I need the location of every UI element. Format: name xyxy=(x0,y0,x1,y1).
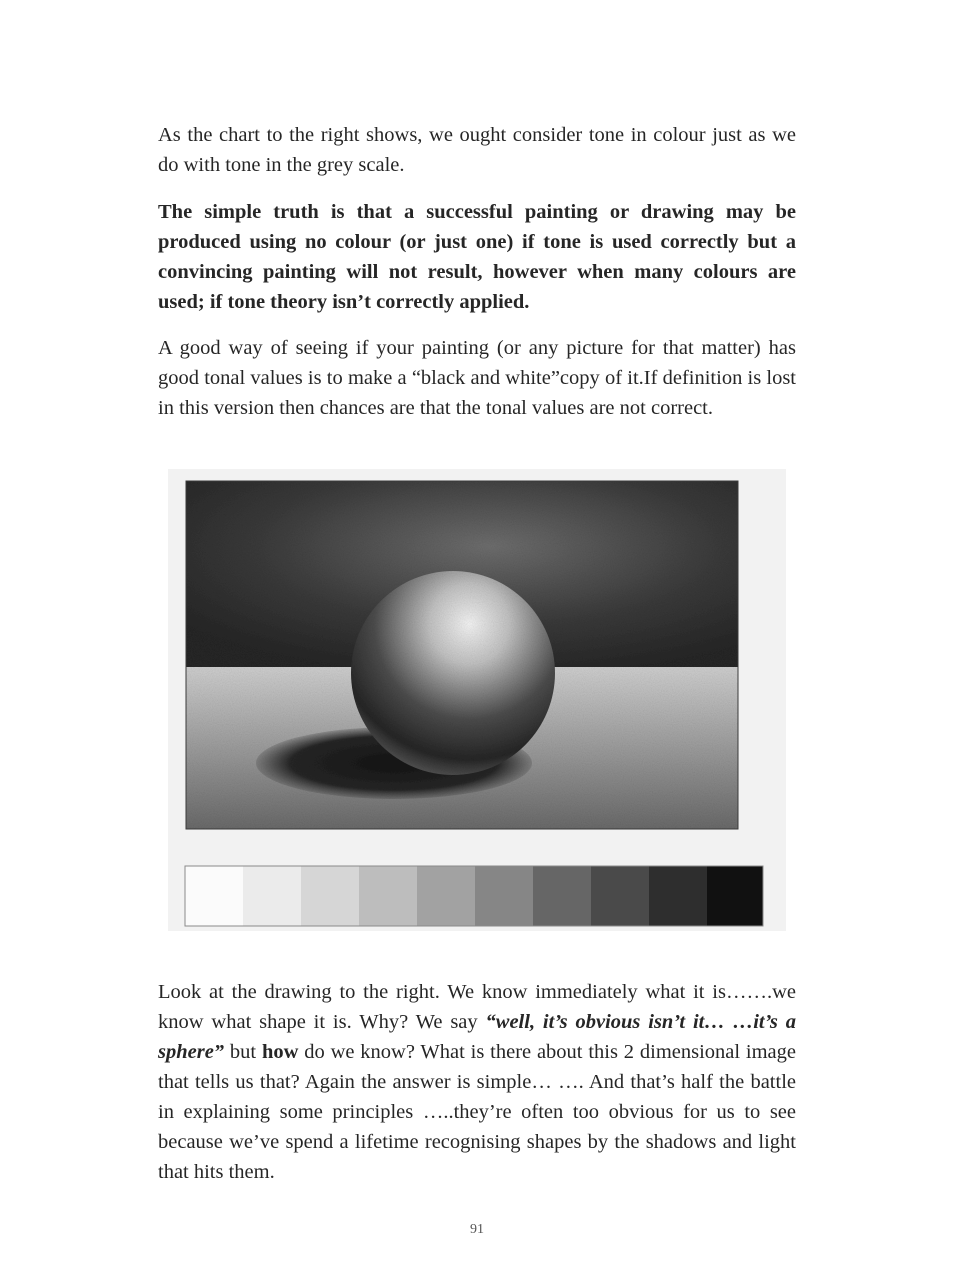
grey-swatch-10 xyxy=(707,866,763,926)
sphere-drawing-illustration xyxy=(168,469,786,931)
paragraph-part-c: but xyxy=(224,1041,262,1063)
grey-swatch-8 xyxy=(591,866,649,926)
grey-swatch-6 xyxy=(475,866,533,926)
shaded-sphere xyxy=(351,571,555,775)
grey-swatch-2 xyxy=(243,866,301,926)
paragraph-intro: As the chart to the right shows, we ought consider tone in colour just as we do with tone in the grey scale. xyxy=(158,124,796,176)
grey-swatch-9 xyxy=(649,866,707,926)
paragraph-sphere-question xyxy=(158,977,796,1187)
grey-swatch-3 xyxy=(301,866,359,926)
paragraph-black-white-copy: A good way of seeing if your painting (or any picture for that matter) has good tonal values is to make a “black and white”copy of it.If definition is lost in this version then chances are that the tonal values are not correct. xyxy=(158,337,796,419)
grey-swatch-4 xyxy=(359,866,417,926)
grey-scale-bar xyxy=(185,866,763,926)
grey-swatch-1 xyxy=(185,866,243,926)
quote-its-a-sphere: “well, it’s obvious isn’t it… …it’s a sphere” xyxy=(158,1011,797,1063)
grey-swatch-7 xyxy=(533,866,591,926)
emphasis-how: how xyxy=(261,1041,299,1063)
paragraph-part-a: Look at the drawing to the right. We know immediately what it is…….we know what shape it is. Why? We say xyxy=(158,981,796,1033)
grey-swatch-5 xyxy=(417,866,475,926)
paragraph-bold-truth: The simple truth is that a successful painting or drawing may be produced using no colour (or just one) if tone is used correctly but a convincing painting will not result, however when many colours are used; if tone theory isn’t correctly applied. xyxy=(158,201,796,313)
page-number: 91 xyxy=(470,1222,484,1237)
paragraph-part-e: do we know? What is there about this 2 dimensional image that tells us that? Again the answer is simple… …. And that’s half the battle in explaining some principles …..they’re often too obvious for us to see because we’ve spend a lifetime recognising shapes by the shadows and light that hits them. xyxy=(158,1041,797,1183)
